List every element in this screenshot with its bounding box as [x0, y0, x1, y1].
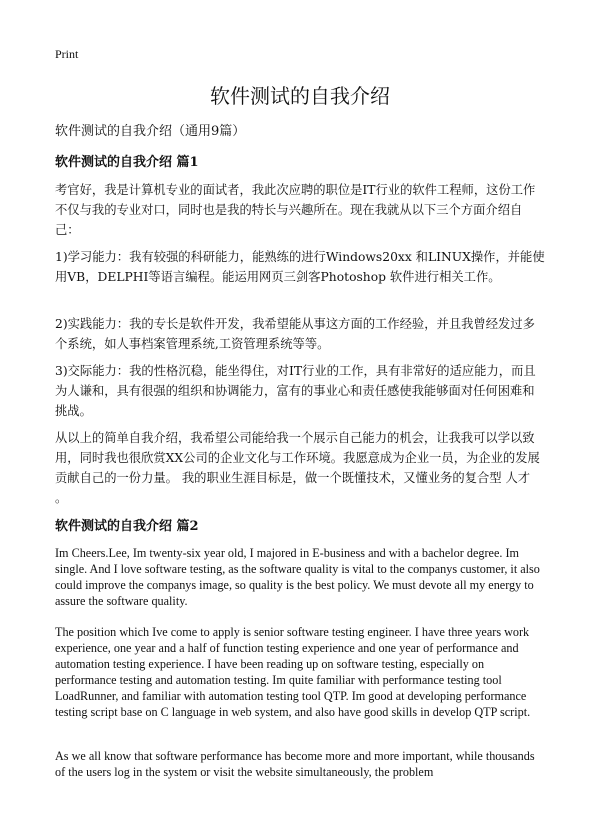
document-title: 软件测试的自我介绍 — [210, 84, 390, 108]
paragraph-2-3: As we all know that software performance has become more and more important, while thousands of the users log in the system or visit the website simultaneously, the problem — [55, 749, 535, 779]
paragraph-1-2: 1)学习能力：我有较强的科研能力，能熟练的进行Windows20xx 和LINUX操作，并能使用VB，DELPHI等语言编程。能运用网页三剑客Photoshop 软件进行相关工作。 — [55, 250, 545, 284]
paragraph-2-2: The position which Ive come to apply is senior software testing engineer. I have three years work experience, one year and a half of function testing experience and one year of performance and automation testing experience. I have been reading up on software testing, especially on performance testing and automation testing. Im quite familiar with performance testing tool LoadRunner, and familiar with automation testing tool QTP. Im good at developing performance testing script base on C language in web system, and also have good skills in develop QTP script. — [55, 625, 531, 719]
paragraph-1-4: 3)交际能力：我的性格沉稳，能坐得住，对IT行业的工作，具有非常好的适应能力，而且为人谦和，具有很强的组织和协调能力，富有的事业心和责任感使我能够面对任何困难和挑战。 — [55, 364, 536, 418]
section-heading-1: 软件测试的自我介绍 篇1 — [55, 155, 199, 170]
print-label[interactable]: Print — [55, 47, 79, 61]
document-subtitle: 软件测试的自我介绍（通用9篇） — [55, 124, 246, 139]
section-heading-2: 软件测试的自我介绍 篇2 — [55, 519, 199, 534]
paragraph-1-1: 考官好，我是计算机专业的面试者，我此次应聘的职位是IT行业的软件工程师，这份工作不仅与我的专业对口，同时也是我的特长与兴趣所在。现在我就从以下三个方面介绍自己： — [55, 183, 536, 237]
paragraph-1-3: 2)实践能力：我的专长是软件开发，我希望能从事这方面的工作经验，并且我曾经发过多个系统，如人事档案管理系统,工资管理系统等等。 — [55, 317, 535, 351]
paragraph-2-1: Im Cheers.Lee, Im twenty-six year old, I majored in E-business and with a bachelor degree. Im single. And I love software testing, as the software quality is vital to the companys customer, it also could improve the companys image, so quality is the best policy. We must devote all my energy to assure the software quality. — [55, 546, 540, 608]
paragraph-1-5: 从以上的简单自我介绍，我希望公司能给我一个展示自己能力的机会，让我我可以学以致用，同时我也很欣赏XX公司的企业文化与工作环境。我愿意成为企业一员，为企业的发展贡献自己的一份力量。 我的职业生涯目标是，做一个既懂技术，又懂业务的复合型 人才 。 — [55, 431, 540, 505]
